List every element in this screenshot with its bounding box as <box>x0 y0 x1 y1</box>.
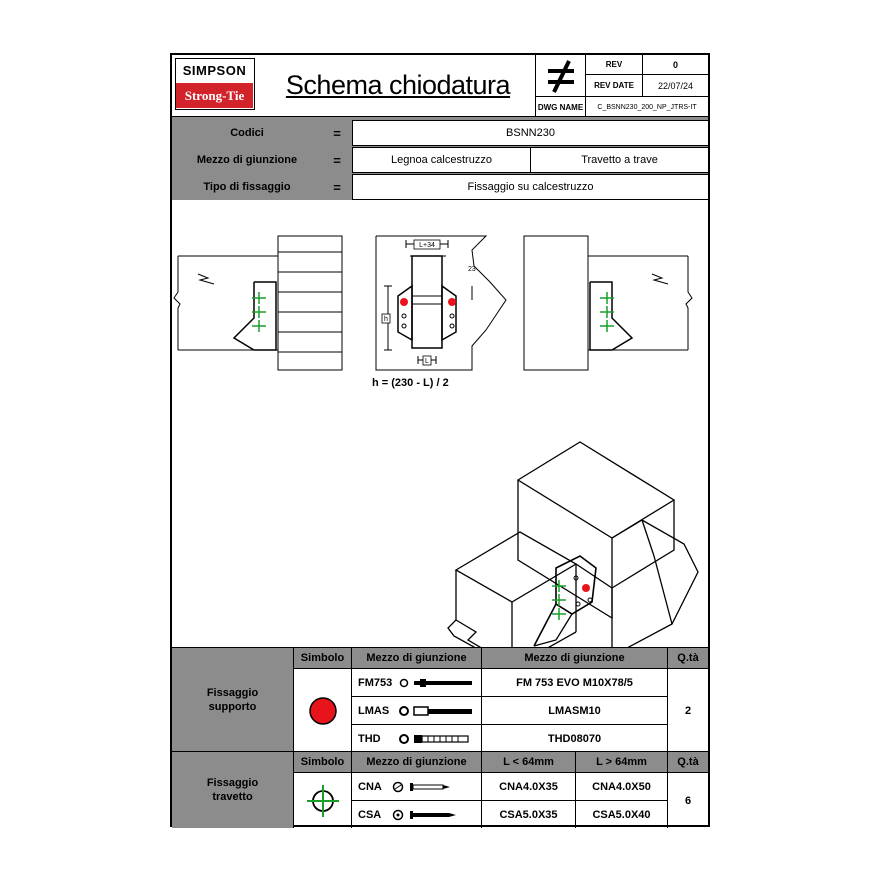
beam-big: CSA5.0X40 <box>576 800 668 828</box>
beam-small: CNA4.0X35 <box>482 772 576 800</box>
info-value: Fissaggio su calcestruzzo <box>352 174 708 200</box>
info-value-a: Legnoa calcestruzzo <box>352 147 530 173</box>
col-l-small-header: L < 64mm <box>482 752 576 772</box>
beam-row-csa <box>352 800 482 828</box>
support-section-label: Fissaggio supporto <box>172 648 293 752</box>
info-value: BSNN230 <box>352 120 708 146</box>
brand-logo <box>175 58 255 110</box>
col-qty-header: Q.tà <box>668 752 708 772</box>
code-label: CSA <box>358 808 382 821</box>
left-side-view <box>174 236 342 370</box>
not-equal-box <box>535 55 585 97</box>
col-means-header: Mezzo di giunzione <box>352 648 482 668</box>
beam-qty: 6 <box>668 772 708 828</box>
info-label: Codici <box>172 120 322 146</box>
left-nails <box>252 292 266 332</box>
support-table <box>172 647 708 751</box>
code-label: LMAS <box>358 704 390 717</box>
rev-date-value: 22/07/24 <box>642 75 708 97</box>
rev-value: 0 <box>642 55 708 75</box>
info-equals: = <box>322 120 352 146</box>
info-label: Mezzo di giunzione <box>172 147 322 173</box>
info-row-codici <box>172 120 708 146</box>
info-equals: = <box>322 147 352 173</box>
beam-table <box>172 751 708 827</box>
col-means-header-2: Mezzo di giunzione <box>482 648 668 668</box>
dwg-name-value: C_BSNN230_200_NP_JTRS-IT <box>585 97 708 117</box>
col-l-big-header: L > 64mm <box>576 752 668 772</box>
front-view-bolts <box>400 298 456 328</box>
dim-h-label: h <box>384 316 388 323</box>
support-product: LMASM10 <box>482 696 668 724</box>
support-row-lmas <box>352 696 482 724</box>
dim-23-label: 23 <box>468 266 476 273</box>
info-equals: = <box>322 174 352 200</box>
code-label: CNA <box>358 780 382 793</box>
support-row-fm753 <box>352 668 482 696</box>
right-side-view <box>524 236 692 370</box>
code-label: THD <box>358 732 381 745</box>
beam-small: CSA5.0X35 <box>482 800 576 828</box>
support-product: FM 753 EVO M10X78/5 <box>482 668 668 696</box>
dim-width-label: L+34 <box>419 242 435 249</box>
dwg-name-label: DWG NAME <box>535 96 585 117</box>
formula-label: h = (230 - L) / 2 <box>372 377 449 389</box>
beam-row-cna <box>352 772 482 800</box>
col-symbol-header: Simbolo <box>293 648 352 668</box>
support-row-thd <box>352 724 482 752</box>
anchor-sleeve-icon <box>398 704 478 718</box>
brand-top: SIMPSON <box>176 59 253 82</box>
red-circle-icon <box>308 696 338 726</box>
beam-section-label: Fissaggio travetto <box>172 752 293 828</box>
beam-symbol <box>293 772 352 828</box>
rev-label: REV <box>585 55 642 75</box>
support-qty: 2 <box>668 668 708 752</box>
info-row-tipo <box>172 174 708 200</box>
nail-icon <box>392 780 462 794</box>
technical-drawing <box>172 200 708 647</box>
technical-sheet <box>170 53 710 827</box>
info-row-mezzo <box>172 147 708 173</box>
page-title: Schema chiodatura <box>285 69 511 100</box>
rev-date-label: REV DATE <box>585 75 642 97</box>
green-crosshair-icon <box>306 784 340 818</box>
header <box>172 55 708 117</box>
screw-icon <box>392 808 462 822</box>
beam-big: CNA4.0X50 <box>576 772 668 800</box>
code-label: FM753 <box>358 676 393 689</box>
not-equal-icon <box>536 55 586 97</box>
brand-bottom: Strong-Tie <box>176 83 253 108</box>
support-symbol <box>293 668 352 752</box>
info-label: Tipo di fissaggio <box>172 174 322 200</box>
right-nails <box>600 292 614 332</box>
iso-nails <box>552 580 566 620</box>
col-qty-header: Q.tà <box>668 648 708 668</box>
support-product: THD08070 <box>482 724 668 752</box>
col-symbol-header: Simbolo <box>293 752 352 772</box>
isometric-view <box>448 442 698 647</box>
anchor-icon <box>398 677 478 689</box>
screw-anchor-icon <box>398 732 478 746</box>
iso-bolts <box>574 576 592 606</box>
col-means-header: Mezzo di giunzione <box>352 752 482 772</box>
dim-l-label: L <box>425 358 429 365</box>
front-view <box>376 236 506 370</box>
info-value-b: Travetto a trave <box>530 147 708 173</box>
